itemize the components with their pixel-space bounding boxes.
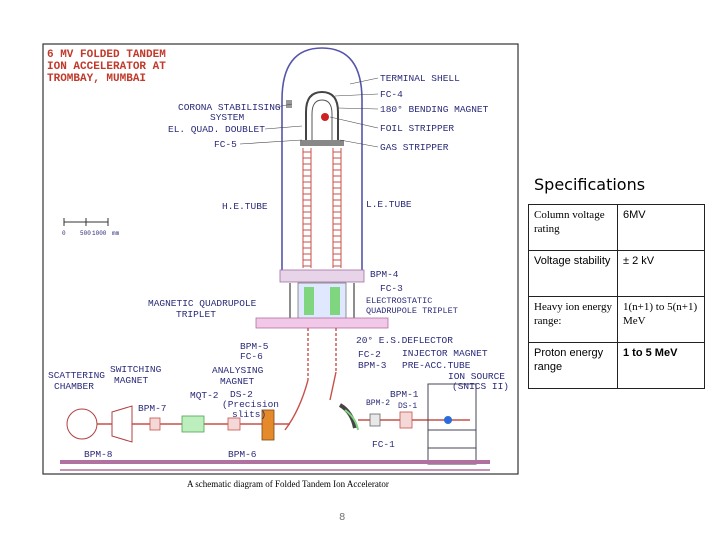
label-mqt-1: MAGNETIC QUADRUPOLE [148, 298, 257, 309]
mqt-green [304, 287, 314, 315]
specs-value: 1 to 5 MeV [618, 343, 705, 389]
label-bpm8: BPM-8 [84, 449, 113, 460]
label-es-deflector: 20° E.S.DEFLECTOR [356, 335, 453, 346]
specs-row [529, 297, 705, 343]
label-ion-source-1: ION SOURCE [448, 371, 506, 382]
label-foil-stripper: FOIL STRIPPER [380, 123, 455, 134]
specs-row [529, 343, 705, 389]
mqt2-element [182, 416, 204, 432]
diagram-title-line-3: TROMBAY, MUMBAI [47, 73, 147, 85]
specs-value: ± 2 kV [618, 251, 705, 297]
esqt-green [330, 287, 340, 315]
floor-slab [256, 318, 388, 328]
label-bpm3: BPM-3 [358, 360, 387, 371]
specs-key: Column voltage rating [529, 205, 618, 251]
label-switching-1: SWITCHING [110, 364, 162, 375]
label-fc5: FC-5 [214, 139, 237, 150]
label-scattering-1: SCATTERING [48, 370, 106, 381]
scale-unit: mm [112, 230, 120, 237]
label-bending-magnet: 180° BENDING MAGNET [380, 104, 489, 115]
label-switching-2: MAGNET [114, 375, 149, 386]
label-bpm4: BPM-4 [370, 269, 399, 280]
scale-tick-0: 0 [62, 230, 66, 237]
label-esqt-2: QUADRUPOLE TRIPLET [366, 306, 458, 316]
label-ds1: DS-1 [398, 402, 418, 411]
label-terminal-shell: TERMINAL SHELL [380, 73, 460, 84]
switching-magnet [112, 406, 132, 442]
label-fc2: FC-2 [358, 349, 381, 360]
label-bpm6: BPM-6 [228, 449, 257, 460]
label-ds2-2: (Precision [222, 399, 280, 410]
label-corona-2: SYSTEM [210, 112, 245, 123]
specs-key: Proton energy range [529, 343, 618, 389]
label-ion-source-2: (SNICS II) [452, 381, 510, 392]
label-analysing-1: ANALYSING [212, 365, 264, 376]
label-injector-magnet: INJECTOR MAGNET [402, 348, 488, 359]
label-fc6: FC-6 [240, 351, 263, 362]
specs-row [529, 205, 705, 251]
specs-heading: Specifications [534, 175, 646, 194]
label-corona-1: CORONA STABILISING [178, 102, 281, 113]
ion-source-dot [444, 416, 452, 424]
label-analysing-2: MAGNET [220, 376, 255, 387]
diagram-title-line-1: 6 MV FOLDED TANDEM [47, 49, 166, 61]
specs-key: Heavy ion energy range: [529, 297, 618, 343]
label-ds2-3: slits) [232, 409, 267, 420]
specs-value: 1(n+1) to 5(n+1) MeV [618, 297, 705, 343]
label-esqt-1: ELECTROSTATIC [366, 296, 433, 306]
label-fc1: FC-1 [372, 439, 395, 450]
label-gas-stripper: GAS STRIPPER [380, 142, 449, 153]
label-bpm5: BPM-5 [240, 341, 269, 352]
label-ds2-1: DS-2 [230, 389, 253, 400]
label-fc3: FC-3 [380, 283, 403, 294]
page-number: 8 [339, 512, 346, 523]
label-mqt-2: TRIPLET [176, 309, 216, 320]
label-he-tube: H.E.TUBE [222, 201, 268, 212]
label-scattering-2: CHAMBER [54, 381, 94, 392]
diagram-caption: A schematic diagram of Folded Tandem Ion Accelerator [187, 479, 389, 489]
label-bpm7: BPM-7 [138, 403, 167, 414]
diagram-title-line-2: ION ACCELERATOR AT [47, 61, 166, 73]
label-bpm2: BPM-2 [366, 399, 391, 408]
tank-base [280, 270, 364, 282]
specs-value: 6MV [618, 205, 705, 251]
specs-key: Voltage stability [529, 251, 618, 297]
foil-stripper-marker [321, 113, 329, 121]
specs-row [529, 251, 705, 297]
scattering-chamber [67, 409, 97, 439]
specs-table [528, 204, 705, 389]
label-fc4: FC-4 [380, 89, 403, 100]
label-bpm1: BPM-1 [390, 389, 419, 400]
label-el-quad: EL. QUAD. DOUBLET [168, 124, 265, 135]
label-mqt2: MQT-2 [190, 390, 219, 401]
terminal-base [300, 140, 344, 146]
scale-tick-500: 500 [80, 230, 91, 237]
scale-tick-1000: 1000 [92, 230, 107, 237]
label-le-tube: L.E.TUBE [366, 199, 412, 210]
label-pre-acc: PRE-ACC.TUBE [402, 360, 471, 371]
